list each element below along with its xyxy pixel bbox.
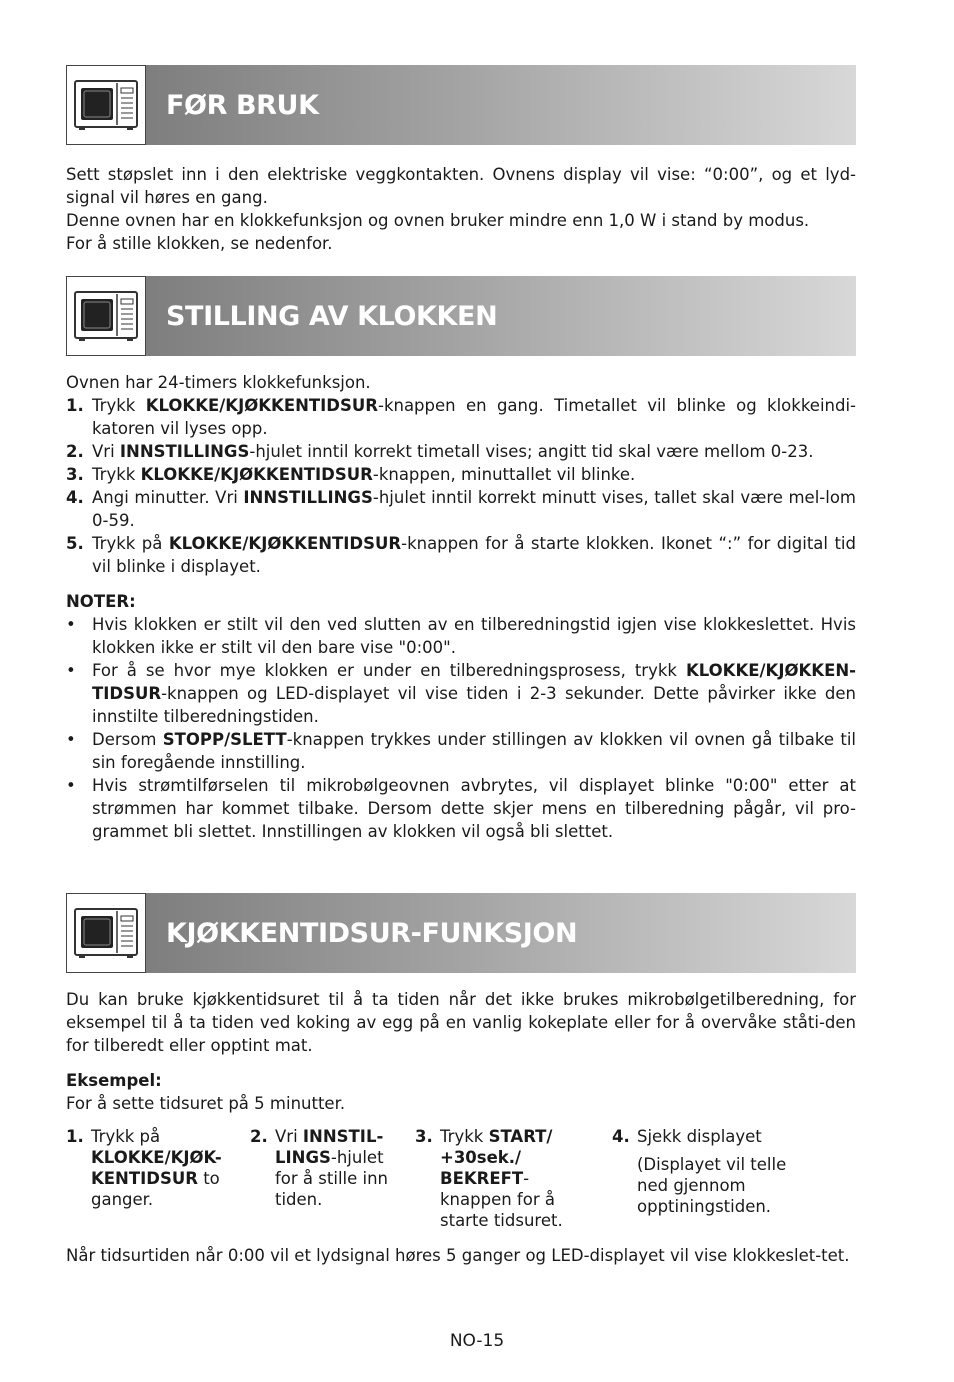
list-item: • Hvis strømtilførselen til mikrobølgeovnen avbrytes, vil displayet blinke "0:00" etter at strømmen har kommet tilbake. Dersom dette skjer mens en tilberedning pågår, vil pro-grammet bli slettet. Innstillingen av klokken vil også bli slettet. xyxy=(66,776,856,841)
section-header-stilling xyxy=(66,276,856,356)
section-title: FØR BRUK xyxy=(166,89,319,121)
paragraph: For å stille klokken, se nedenfor. xyxy=(66,234,333,253)
list-item: • For å se hvor mye klokken er under en tilberedningsprosess, trykk KLOKKE/KJØKKEN-TIDSUR-knappen og LED-displayet vil vise tiden i 2-3 sekunder. Dette påvirker ikke den innstilte tilberedningstiden. xyxy=(66,661,856,726)
section-header-bar xyxy=(146,65,856,145)
paragraph: Denne ovnen har en klokkefunksjon og ovnen bruker mindre enn 1,0 W i stand by modus. xyxy=(66,211,810,230)
clock-steps-list xyxy=(66,394,856,578)
timer-steps: 1. Trykk på KLOKKE/KJØK- KENTIDSUR to ganger. 2. Vri INNSTIL- LINGS-hjulet for å stille inn tiden. 3. Trykk START/ +30sek./ BEKREFT- knappen for å starte tidsuret. 4. Sjekk displayet (Displayet vil telle ned gjennom opptiningstiden. xyxy=(66,1127,787,1230)
list-item: • Dersom STOPP/SLETT-knappen trykkes under stillingen av klokken vil ovnen gå tilbake til sin foregående innstilling. xyxy=(66,730,856,772)
paragraph: Sett støpslet inn i den elektriske veggkontakten. Ovnens display vil vise: “0:00”, og et lyd-signal vil høres en gang. xyxy=(66,165,856,207)
kjokken-body xyxy=(66,988,856,1115)
stilling-body xyxy=(66,371,856,843)
example-label: Eksempel: xyxy=(66,1071,162,1090)
list-item: 1. Trykk KLOKKE/KJØKKENTIDSUR-knappen en gang. Timetallet vil blinke og klokkeindi-katoren vil lyses opp. xyxy=(66,396,856,438)
microwave-icon xyxy=(66,65,146,145)
list-item: 2. Vri INNSTILLINGS-hjulet inntil korrekt timetall vises; angitt tid skal være mellom 0-23. xyxy=(66,442,814,461)
list-item: 4. Angi minutter. Vri INNSTILLINGS-hjulet inntil korrekt minutt vises, tallet skal være mel-lom 0-59. xyxy=(66,488,856,530)
kjokken-outro xyxy=(66,1244,856,1267)
intro-text: Ovnen har 24-timers klokkefunksjon. xyxy=(66,373,371,392)
notes-label: NOTER: xyxy=(66,592,136,611)
for-bruk-body xyxy=(66,163,856,255)
microwave-icon xyxy=(66,893,146,973)
list-item: • Hvis klokken er stilt vil den ved slutten av en tilberedningstid igjen vise klokkeslettet. Hvis klokken ikke er stilt vil den bare vise "0:00". xyxy=(66,615,856,657)
section-header-bar xyxy=(146,276,856,356)
section-title: STILLING AV KLOKKEN xyxy=(166,300,498,332)
notes-list xyxy=(66,613,856,843)
intro-text: Du kan bruke kjøkkentidsuret til å ta tiden når det ikke brukes mikrobølgetilberedning, for eksempel til å ta tiden ved koking av egg på en vanlig kokeplate eller for å overvåke ståti-den for tilberedt eller opptint mat. xyxy=(66,990,856,1055)
section-header-bar xyxy=(146,893,856,973)
section-header-kjokkentidsur xyxy=(66,893,856,973)
section-title: KJØKKENTIDSUR-FUNKSJON xyxy=(166,917,578,949)
page-number: NO-15 xyxy=(449,1331,505,1351)
list-item: 3. Trykk KLOKKE/KJØKKENTIDSUR-knappen, minuttallet vil blinke. xyxy=(66,465,636,484)
section-header-for-bruk xyxy=(66,65,856,145)
microwave-icon xyxy=(66,276,146,356)
paragraph: Når tidsurtiden når 0:00 vil et lydsignal høres 5 ganger og LED-displayet vil vise klokkeslet-tet. xyxy=(66,1246,850,1265)
example-text: For å sette tidsuret på 5 minutter. xyxy=(66,1094,346,1113)
list-item: 5. Trykk på KLOKKE/KJØKKENTIDSUR-knappen for å starte klokken. Ikonet “:” for digital tid vil blinke i displayet. xyxy=(66,534,856,576)
